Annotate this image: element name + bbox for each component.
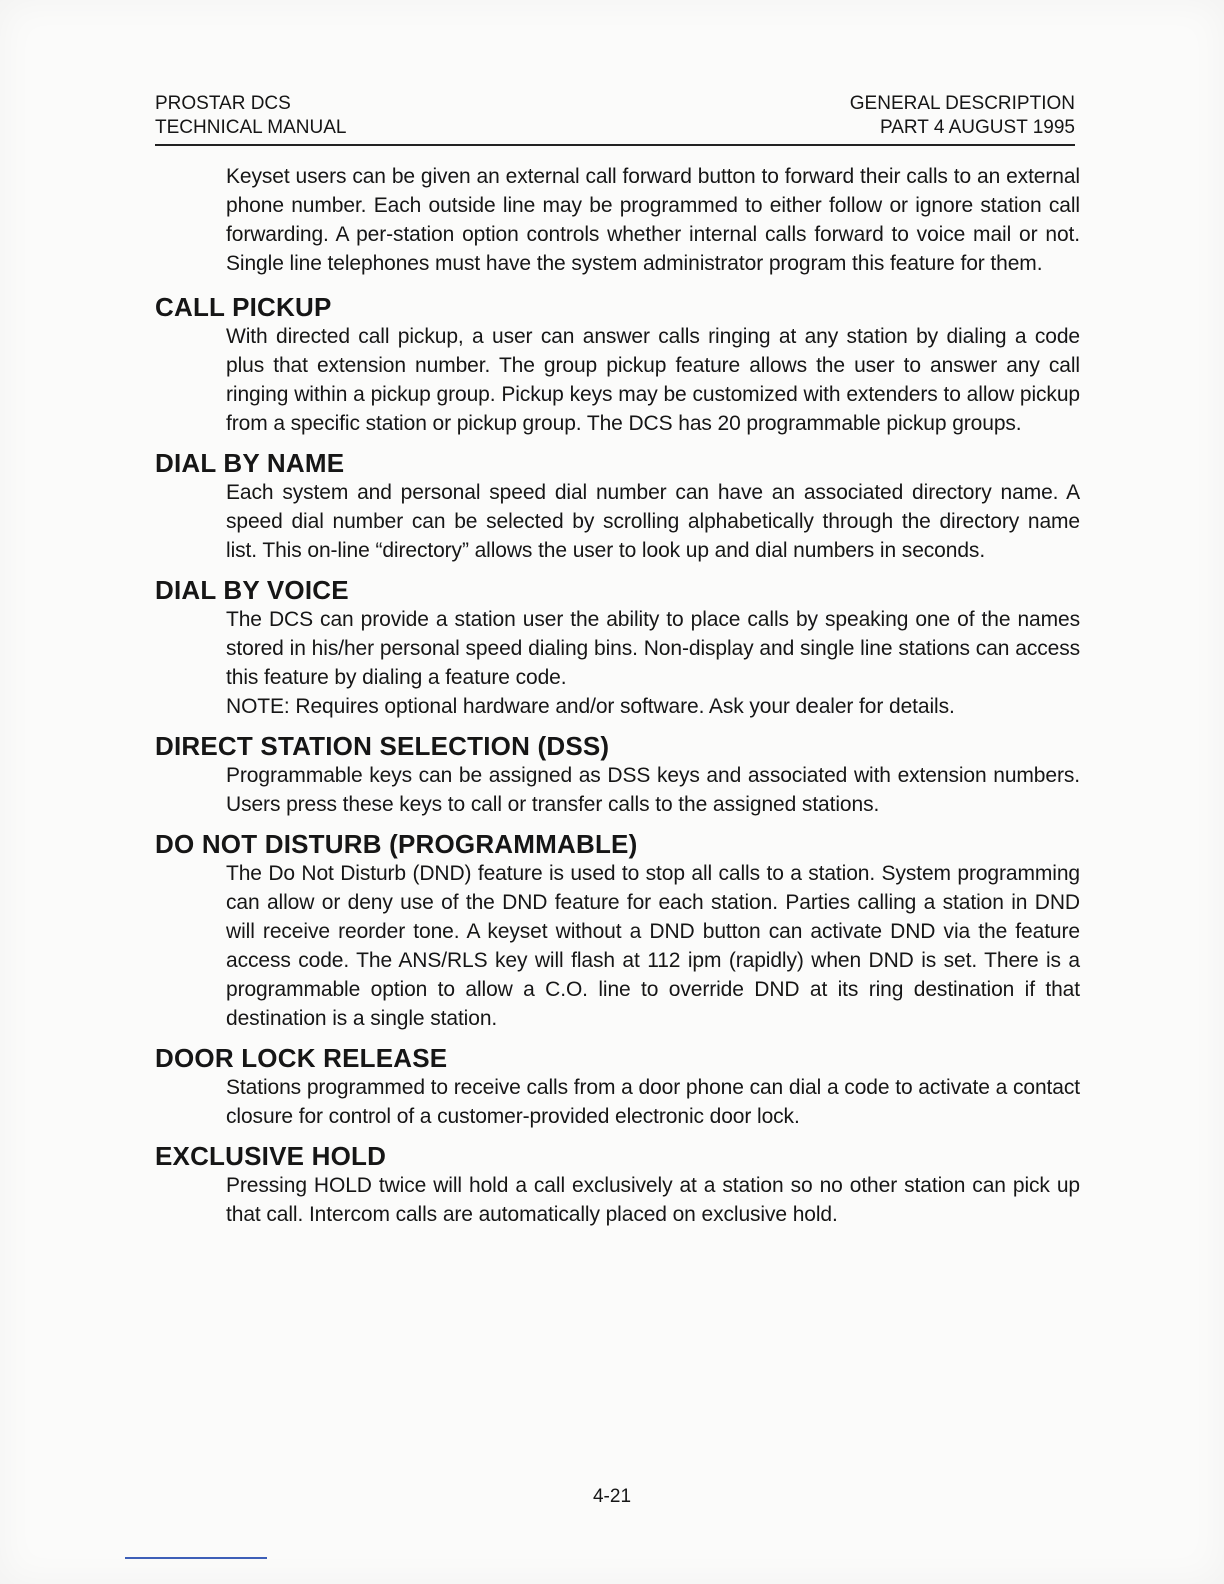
section-body: [226, 478, 1080, 565]
header-manual: TECHNICAL MANUAL: [155, 117, 347, 138]
page-header: [155, 92, 1075, 146]
section-text: The DCS can provide a station user the ability to place calls by speaking one of the names stored in his/her personal speed dialing bins. Non-display and single line stations can access this feature by dialing a feature code.: [226, 608, 1080, 689]
section-dial-by-name: [155, 448, 1080, 565]
section-text: Stations programmed to receive calls from a door phone can dial a code to activate a contact closure for control of a customer-provided electronic door lock.: [226, 1076, 1080, 1128]
section-call-pickup: [155, 292, 1080, 438]
page-number: 4-21: [592, 1486, 632, 1507]
section-body: [226, 322, 1080, 438]
section-text: The Do Not Disturb (DND) feature is used to stop all calls to a station. System programming can allow or deny use of the DND feature for each station. Parties calling a station in DND will receive reorder tone. A keyset without a DND button can activate DND via the feature access code. The ANS/RLS key will flash at 112 ipm (rapidly) when DND is set. There is a programmable option to allow a C.O. line to override DND at its ring destination if that destination is a single station.: [226, 862, 1080, 1030]
section-heading: EXCLUSIVE HOLD: [155, 1141, 387, 1171]
section-body: [226, 859, 1080, 1033]
section-note: NOTE: Requires optional hardware and/or software. Ask your dealer for details.: [226, 695, 955, 718]
intro-text: Keyset users can be given an external call forward button to forward their calls to an external phone number. Each outside line may be programmed to either follow or ignore station call forwarding. A per-station option controls whether internal calls forward to voice mail or not. Single line telephones must have the system administrator program this feature for them.: [226, 165, 1080, 275]
section-heading: DIAL BY NAME: [155, 448, 345, 478]
header-product: PROSTAR DCS: [155, 93, 291, 114]
section-text: Pressing HOLD twice will hold a call exclusively at a station so no other station can pick up that call. Intercom calls are automatically placed on exclusive hold.: [226, 1174, 1080, 1226]
section-heading: DIAL BY VOICE: [155, 575, 349, 605]
section-heading: DIRECT STATION SELECTION (DSS): [155, 731, 610, 761]
header-section: GENERAL DESCRIPTION: [849, 93, 1075, 114]
section-text: With directed call pickup, a user can answer calls ringing at any station by dialing a code plus that extension number. The group pickup feature allows the user to answer any call ringing within a pickup group. Pickup keys may be customized with extenders to allow pickup from a specific station or pickup group. The DCS has 20 programmable pickup groups.: [226, 325, 1080, 435]
section-heading: DOOR LOCK RELEASE: [155, 1043, 448, 1073]
section-text: Each system and personal speed dial number can have an associated directory name. A speed dial number can be selected by scrolling alphabetically through the directory name list. This on-line “directory” allows the user to look up and dial numbers in seconds.: [226, 481, 1080, 562]
section-heading: CALL PICKUP: [155, 292, 332, 322]
intro-paragraph: [226, 162, 1080, 278]
section-exclusive-hold: [155, 1141, 1080, 1229]
section-do-not-disturb: [155, 829, 1080, 1033]
section-body: [226, 761, 1080, 819]
section-body: [226, 1171, 1080, 1229]
section-text: Programmable keys can be assigned as DSS keys and associated with extension numbers. Users press these keys to call or transfer calls to the assigned stations.: [226, 764, 1080, 816]
section-dss: [155, 731, 1080, 819]
section-body: [226, 605, 1080, 721]
section-door-lock-release: [155, 1043, 1080, 1131]
header-left: [155, 92, 346, 140]
section-heading: DO NOT DISTURB (PROGRAMMABLE): [155, 829, 638, 859]
section-dial-by-voice: [155, 575, 1080, 721]
section-body: [226, 1073, 1080, 1131]
scan-artifact-line: [125, 1557, 267, 1559]
header-right: [850, 92, 1075, 140]
document-body: [155, 162, 1080, 1239]
header-part-date: PART 4 AUGUST 1995: [879, 117, 1075, 138]
